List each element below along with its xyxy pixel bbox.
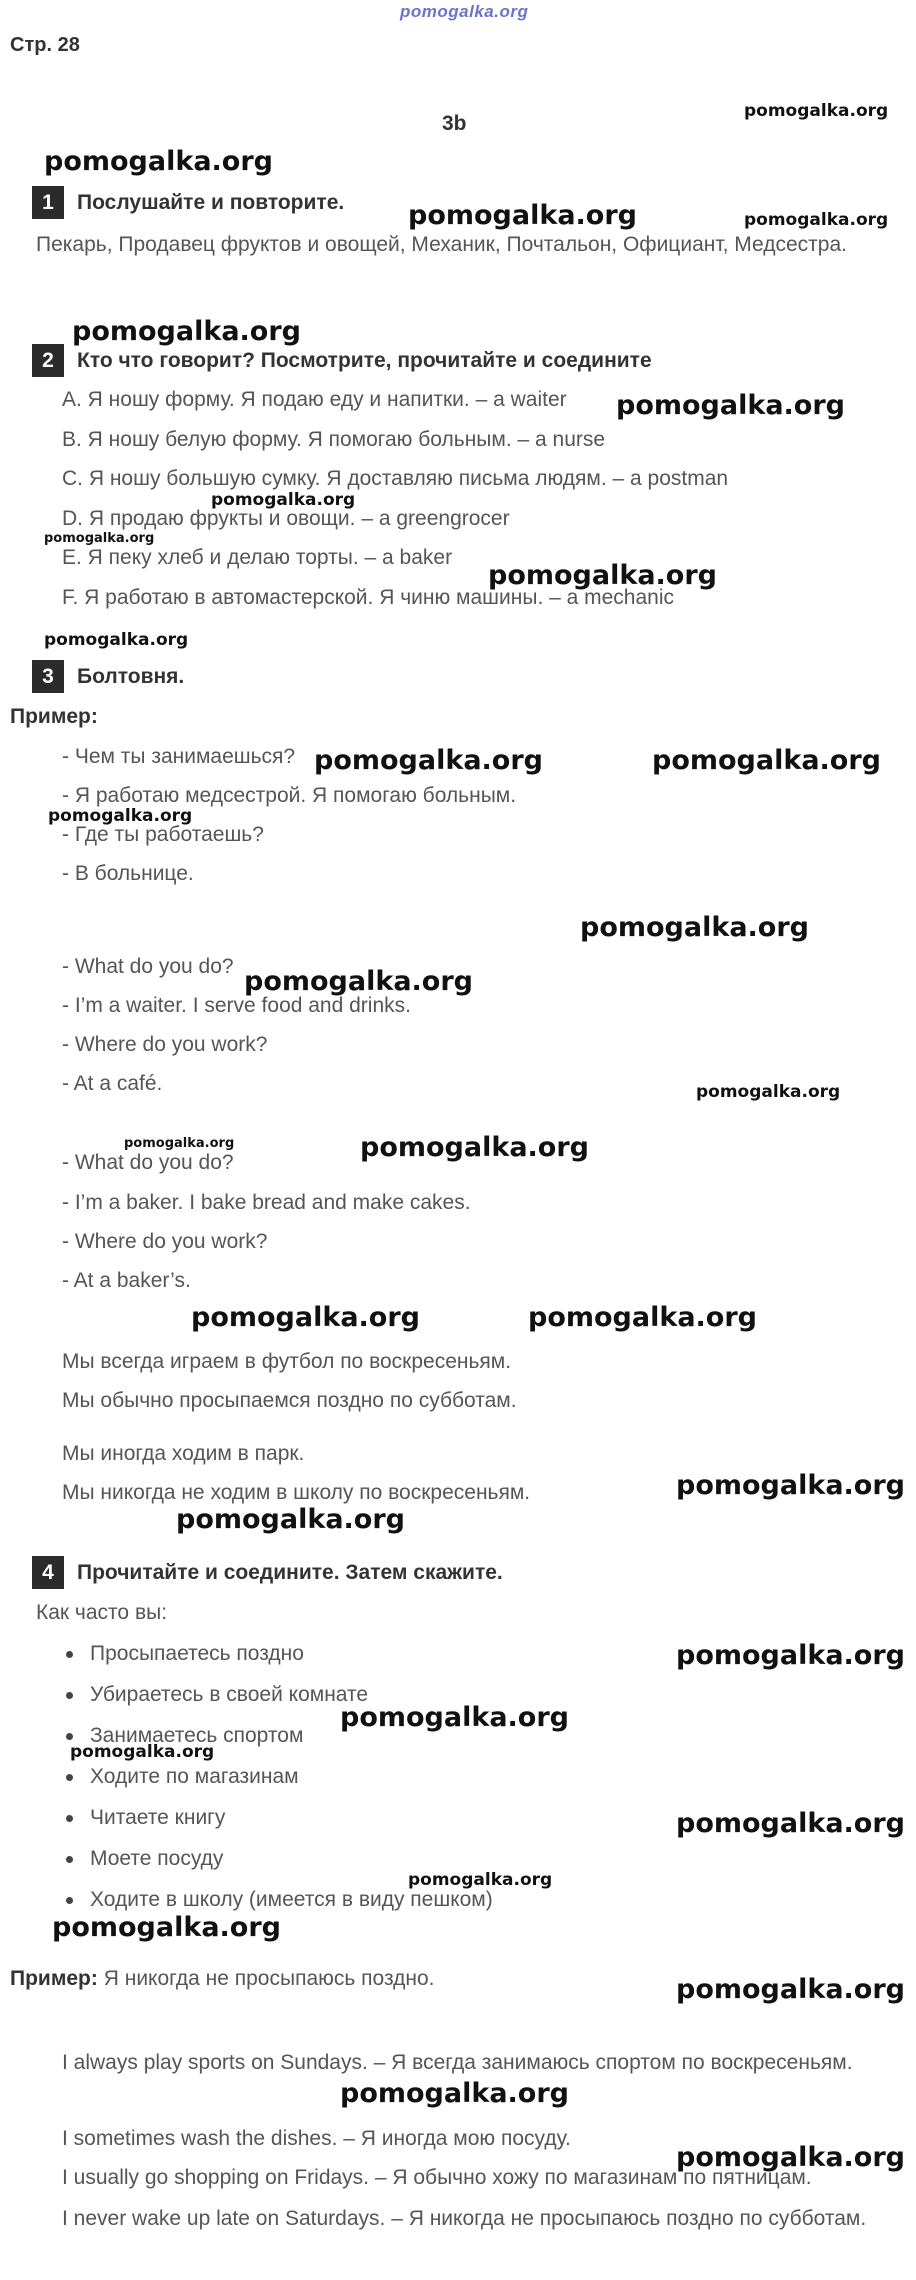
dialog-line: - Чем ты занимаешься? [62, 745, 296, 768]
dialog-line: - Where do you work? [62, 1230, 268, 1253]
watermark: pomogalka.org [652, 745, 881, 776]
watermark: pomogalka.org [696, 1082, 841, 1102]
watermark: pomogalka.org [676, 1974, 905, 2005]
list-item: Просыпаетесь поздно [60, 1640, 493, 1681]
answer-line: I sometimes wash the dishes. – Я иногда мою посуду. [62, 2127, 571, 2150]
watermark: pomogalka.org [44, 630, 189, 650]
sentence-line: Мы иногда ходим в парк. [62, 1442, 305, 1465]
list-item: Убираетесь в своей комнате [60, 1681, 493, 1722]
watermark: pomogalka.org [676, 1808, 905, 1839]
exercise-3-header [32, 660, 432, 693]
exercise-4-number: 4 [32, 1556, 64, 1589]
exercise-2-line: F. Я работаю в автомастерской. Я чиню машины. – a mechanic [62, 586, 675, 609]
exercise-3-title: Болтовня. [77, 665, 185, 688]
exercise-4-example-label: Пример: [10, 1967, 98, 1990]
page-number: Стр. 28 [10, 34, 80, 56]
watermark: pomogalka.org [408, 1870, 553, 1890]
dialog-line: - What do you do? [62, 955, 234, 978]
list-item: Ходите в школу (имеется в виду пешком) [60, 1886, 493, 1927]
exercise-3-example-label: Пример: [10, 705, 98, 728]
exercise-2-header [32, 344, 732, 377]
dialog-line: - At a baker’s. [62, 1269, 191, 1292]
dialog-line: - Я работаю медсестрой. Я помогаю больным. [62, 784, 517, 807]
exercise-2-line: E. Я пеку хлеб и делаю торты. – a baker [62, 546, 453, 569]
watermark: pomogalka.org [72, 316, 301, 347]
dialog-line: - I’m a baker. I bake bread and make cakes. [62, 1191, 471, 1214]
dialog-line: - I’m a waiter. I serve food and drinks. [62, 994, 411, 1017]
watermark: pomogalka.org [580, 912, 809, 943]
list-item: Ходите по магазинам [60, 1763, 493, 1804]
watermark: pomogalka.org [408, 200, 637, 231]
exercise-1-number: 1 [32, 186, 64, 219]
exercise-1-text: Пекарь, Продавец фруктов и овощей, Механик, Почтальон, Официант, Медсестра. [36, 233, 847, 256]
answer-line: I usually go shopping on Fridays. – Я обычно хожу по магазинам по пятницам. [62, 2166, 812, 2189]
watermark: pomogalka.org [488, 560, 717, 591]
watermark: pomogalka.org [48, 806, 193, 826]
exercise-2-line: C. Я ношу большую сумку. Я доставляю письма людям. – a postman [62, 467, 729, 490]
exercise-2-title: Кто что говорит? Посмотрите, прочитайте и соедините [77, 349, 652, 372]
watermark: pomogalka.org [676, 1470, 905, 1501]
list-item: Моете посуду [60, 1845, 493, 1886]
dialog-line: - At a café. [62, 1072, 163, 1095]
exercise-4-example [10, 1967, 435, 1991]
watermark: pomogalka.org [314, 745, 543, 776]
site-link-top[interactable]: pomogalka.org [400, 2, 529, 21]
list-item: Читаете книгу [60, 1804, 493, 1845]
exercise-4-title: Прочитайте и соедините. Затем скажите. [77, 1561, 503, 1584]
watermark: pomogalka.org [744, 101, 889, 121]
exercise-2-line: A. Я ношу форму. Я подаю еду и напитки. – a waiter [62, 388, 567, 411]
watermark: pomogalka.org [191, 1302, 420, 1333]
dialog-line: - Где ты работаешь? [62, 823, 264, 846]
sentence-line: Мы всегда играем в футбол по воскресеньям. [62, 1350, 512, 1373]
watermark: pomogalka.org [360, 1132, 589, 1163]
watermark: pomogalka.org [340, 1702, 569, 1733]
exercise-4-intro: Как часто вы: [36, 1601, 168, 1624]
exercise-1-title: Послушайте и повторите. [77, 191, 345, 214]
answer-line: I always play sports on Sundays. – Я всегда занимаюсь спортом по воскресеньям. [62, 2051, 853, 2074]
watermark: pomogalka.org [124, 1136, 235, 1151]
watermark: pomogalka.org [44, 146, 273, 177]
exercise-4-example-text: Я никогда не просыпаюсь поздно. [103, 1967, 435, 1990]
watermark: pomogalka.org [676, 1640, 905, 1671]
watermark: pomogalka.org [70, 1742, 215, 1762]
sentence-line: Мы обычно просыпаемся поздно по субботам. [62, 1389, 517, 1412]
exercise-4-header [32, 1556, 632, 1589]
answer-line: I never wake up late on Saturdays. – Я никогда не просыпаюсь поздно по субботам. [62, 2207, 867, 2230]
page-title: 3b [442, 112, 467, 135]
watermark: pomogalka.org [52, 1912, 281, 1943]
watermark: pomogalka.org [744, 210, 889, 230]
dialog-line: - Where do you work? [62, 1033, 268, 1056]
watermark: pomogalka.org [211, 490, 356, 510]
watermark: pomogalka.org [528, 1302, 757, 1333]
watermark: pomogalka.org [244, 966, 473, 997]
watermark: pomogalka.org [176, 1504, 405, 1535]
exercise-3-number: 3 [32, 660, 64, 693]
watermark: pomogalka.org [676, 2142, 905, 2173]
watermark: pomogalka.org [616, 390, 845, 421]
sentence-line: Мы никогда не ходим в школу по воскресеньям. [62, 1481, 531, 1504]
exercise-2-number: 2 [32, 344, 64, 377]
watermark: pomogalka.org [340, 2078, 569, 2109]
exercise-2-line: D. Я продаю фрукты и овощи. – a greengrocer [62, 507, 510, 530]
dialog-line: - What do you do? [62, 1151, 234, 1174]
list-item: Занимаетесь спортом [60, 1722, 493, 1763]
watermark: pomogalka.org [44, 531, 155, 546]
exercise-2-line: B. Я ношу белую форму. Я помогаю больным. – a nurse [62, 428, 606, 451]
dialog-line: - В больнице. [62, 862, 194, 885]
